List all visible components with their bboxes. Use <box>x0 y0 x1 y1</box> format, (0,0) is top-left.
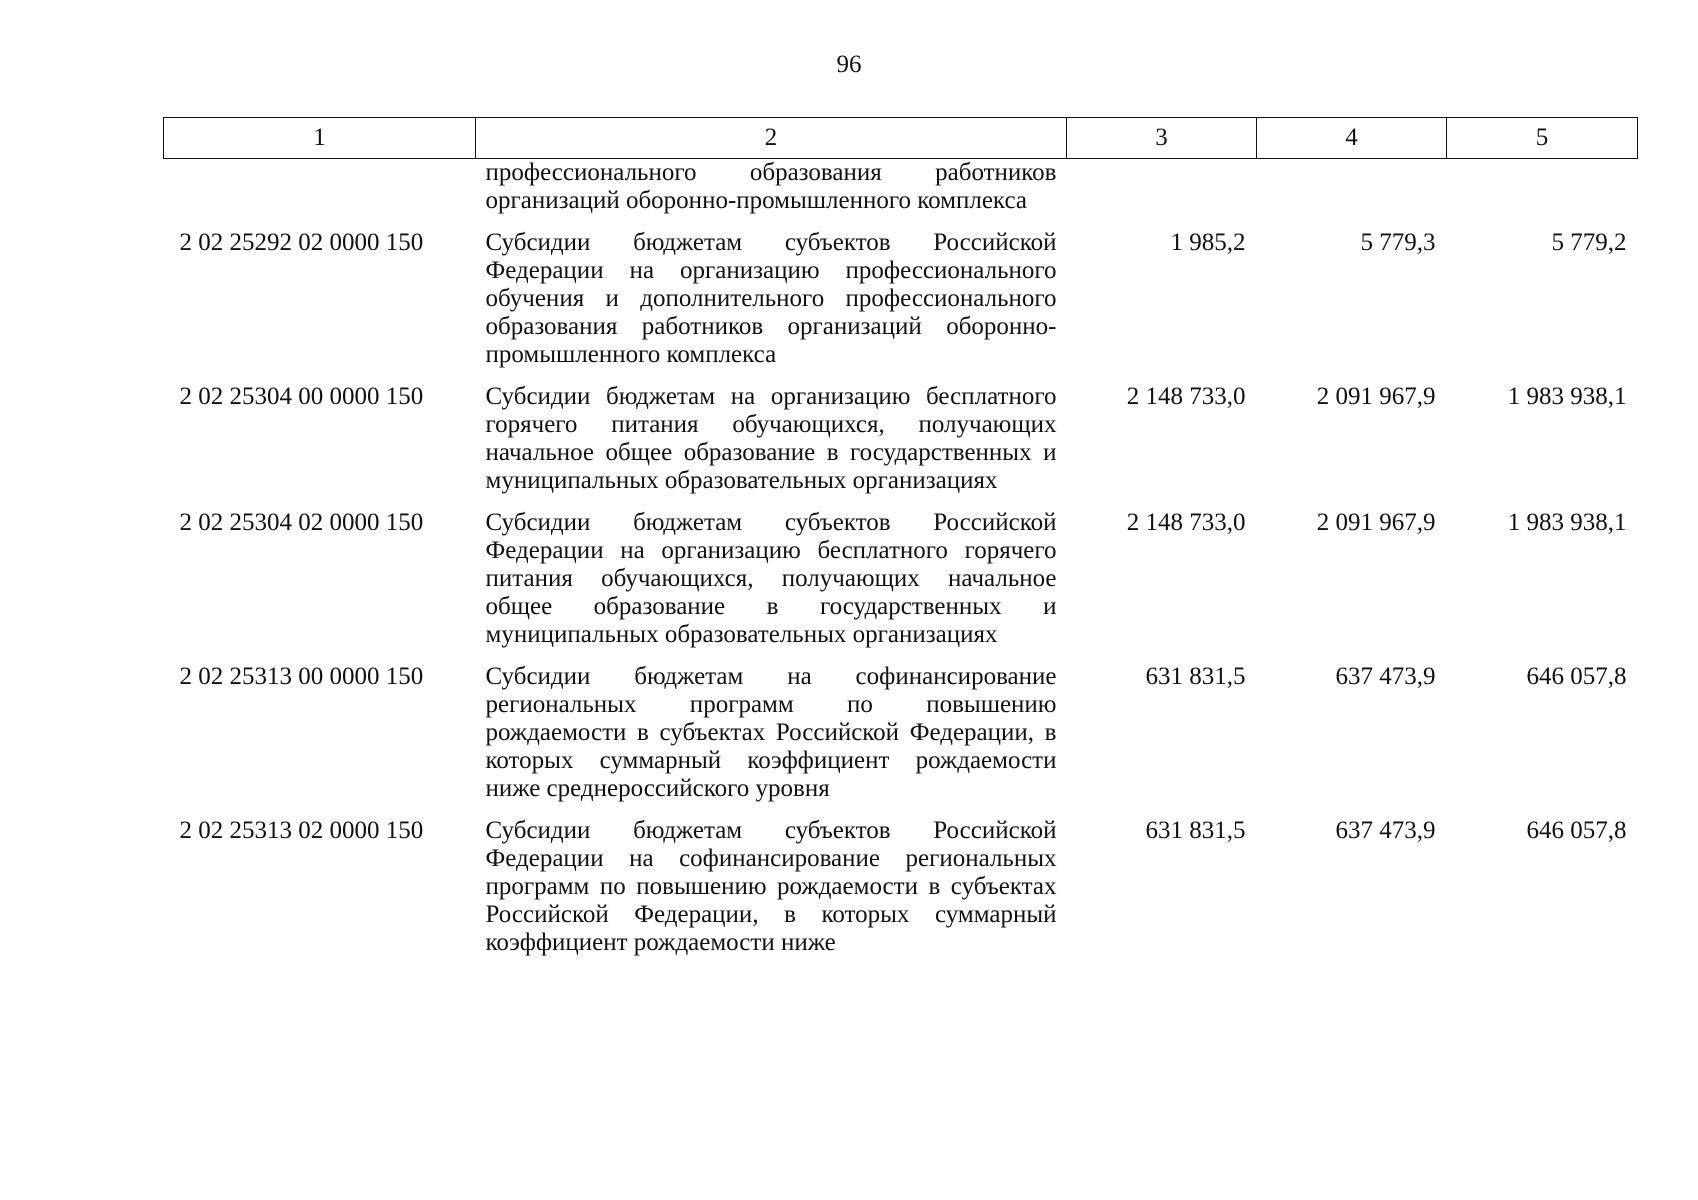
table-header <box>164 118 1638 159</box>
continuation-col5 <box>1447 159 1638 216</box>
continuation-row <box>164 159 1638 216</box>
value-col5: 1 983 938,1 <box>1507 509 1627 536</box>
value-col3: 1 985,2 <box>1170 229 1246 256</box>
budget-code: 2 02 25313 02 0000 150 <box>179 817 424 844</box>
value-col4: 2 091 967,9 <box>1316 509 1436 536</box>
continuation-description: профессионального образования работников организаций оборонно-промышленного комплекса <box>485 159 1057 214</box>
header-col-5: 5 <box>1447 118 1638 159</box>
row-description: Субсидии бюджетам субъектов Российской Федерации на организацию бесплатного горячего питания обучающихся, получающих начальное общее образование в государственных и муниципальных образовательных организациях <box>485 509 1057 648</box>
budget-code: 2 02 25304 00 0000 150 <box>179 383 424 410</box>
value-col4: 637 473,9 <box>1335 817 1436 844</box>
value-col3: 2 148 733,0 <box>1126 383 1246 410</box>
table-row <box>164 495 1638 649</box>
value-col4: 5 779,3 <box>1360 229 1436 256</box>
budget-code: 2 02 25304 02 0000 150 <box>179 509 424 536</box>
budget-code: 2 02 25313 00 0000 150 <box>179 663 424 690</box>
row-description: Субсидии бюджетам субъектов Российской Федерации на софинансирование региональных программ по повышению рождаемости в субъектах Российской Федерации, в которых суммарный коэффициент рождаемости ниже <box>485 817 1057 956</box>
continuation-col4 <box>1257 159 1447 216</box>
header-col-3: 3 <box>1067 118 1257 159</box>
page-number: 96 <box>836 51 862 78</box>
value-col5: 646 057,8 <box>1526 663 1627 690</box>
table-row <box>164 369 1638 495</box>
header-col-1: 1 <box>164 118 476 159</box>
continuation-col3 <box>1067 159 1257 216</box>
table-row <box>164 803 1638 957</box>
value-col4: 637 473,9 <box>1335 663 1436 690</box>
budget-table <box>163 117 1638 957</box>
row-description: Субсидии бюджетам на софинансирование региональных программ по повышению рождаемости в субъектах Российской Федерации, в которых суммарный коэффициент рождаемости ниже среднероссийского уровня <box>485 663 1057 802</box>
table-row <box>164 649 1638 803</box>
row-description: Субсидии бюджетам на организацию бесплатного горячего питания обучающихся, получающих начальное общее образование в государственных и муниципальных образовательных организациях <box>485 383 1057 494</box>
value-col5: 1 983 938,1 <box>1507 383 1627 410</box>
value-col3: 2 148 733,0 <box>1126 509 1246 536</box>
value-col4: 2 091 967,9 <box>1316 383 1436 410</box>
table-row <box>164 215 1638 369</box>
table-body <box>164 159 1638 958</box>
header-col-4: 4 <box>1257 118 1447 159</box>
value-col5: 646 057,8 <box>1526 817 1627 844</box>
budget-code: 2 02 25292 02 0000 150 <box>179 229 424 256</box>
header-row <box>164 118 1638 159</box>
value-col3: 631 831,5 <box>1145 817 1246 844</box>
value-col5: 5 779,2 <box>1551 229 1627 256</box>
row-description: Субсидии бюджетам субъектов Российской Федерации на организацию профессионального обучения и дополнительного профессионального образования работников организаций оборонно-промышленного комплекса <box>485 229 1057 368</box>
header-col-2: 2 <box>476 118 1067 159</box>
continuation-code-cell <box>164 159 476 216</box>
value-col3: 631 831,5 <box>1145 663 1246 690</box>
